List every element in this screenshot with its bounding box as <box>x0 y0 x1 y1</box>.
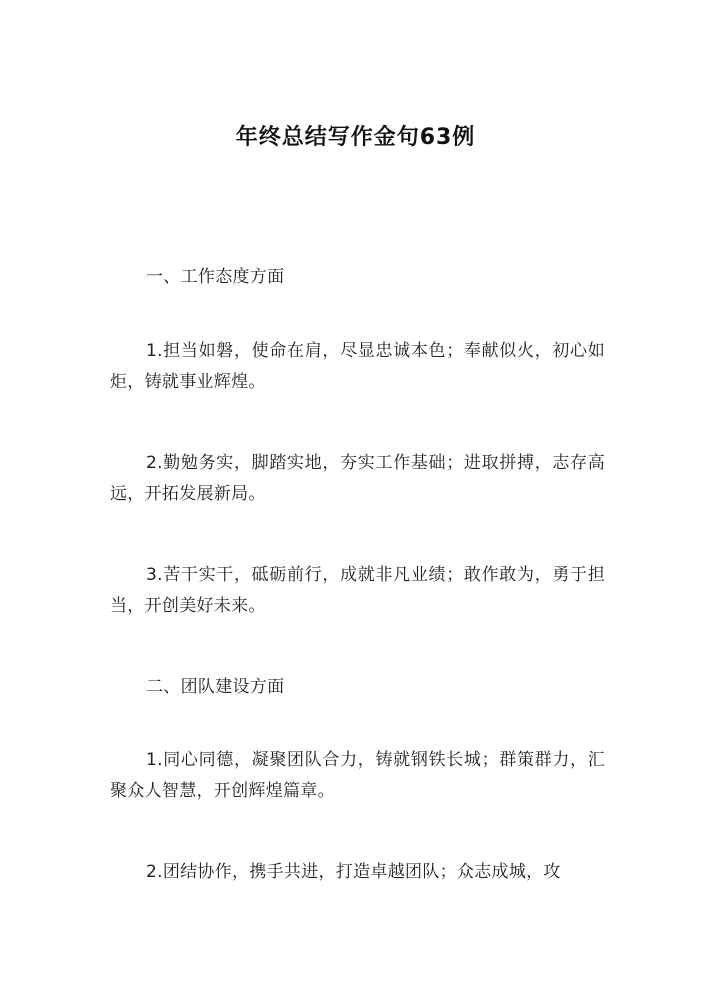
paragraph-team-2: 2.团结协作，携手共进，打造卓越团队；众志成城，攻 <box>146 862 561 882</box>
paragraph-team-1: 1.同心同德，凝聚团队合力，铸就钢铁长城；群策群力，汇聚众人智慧，开创辉煌篇章。 <box>110 750 605 801</box>
paragraph-attitude-2: 2.勤勉务实，脚踏实地，夯实工作基础；进取拼搏，志存高远，开拓发展新局。 <box>110 453 605 504</box>
document-title: 年终总结写作金句63例 <box>235 125 476 150</box>
section-heading-attitude: 一、工作态度方面 <box>146 267 285 287</box>
section-heading-team: 二、团队建设方面 <box>146 677 285 697</box>
paragraph-attitude-1: 1.担当如磐，使命在肩，尽显忠诚本色；奉献似火，初心如炬，铸就事业辉煌。 <box>110 341 605 392</box>
paragraph-attitude-3: 3.苦干实干，砥砺前行，成就非凡业绩；敢作敢为，勇于担当，开创美好未来。 <box>110 565 605 616</box>
